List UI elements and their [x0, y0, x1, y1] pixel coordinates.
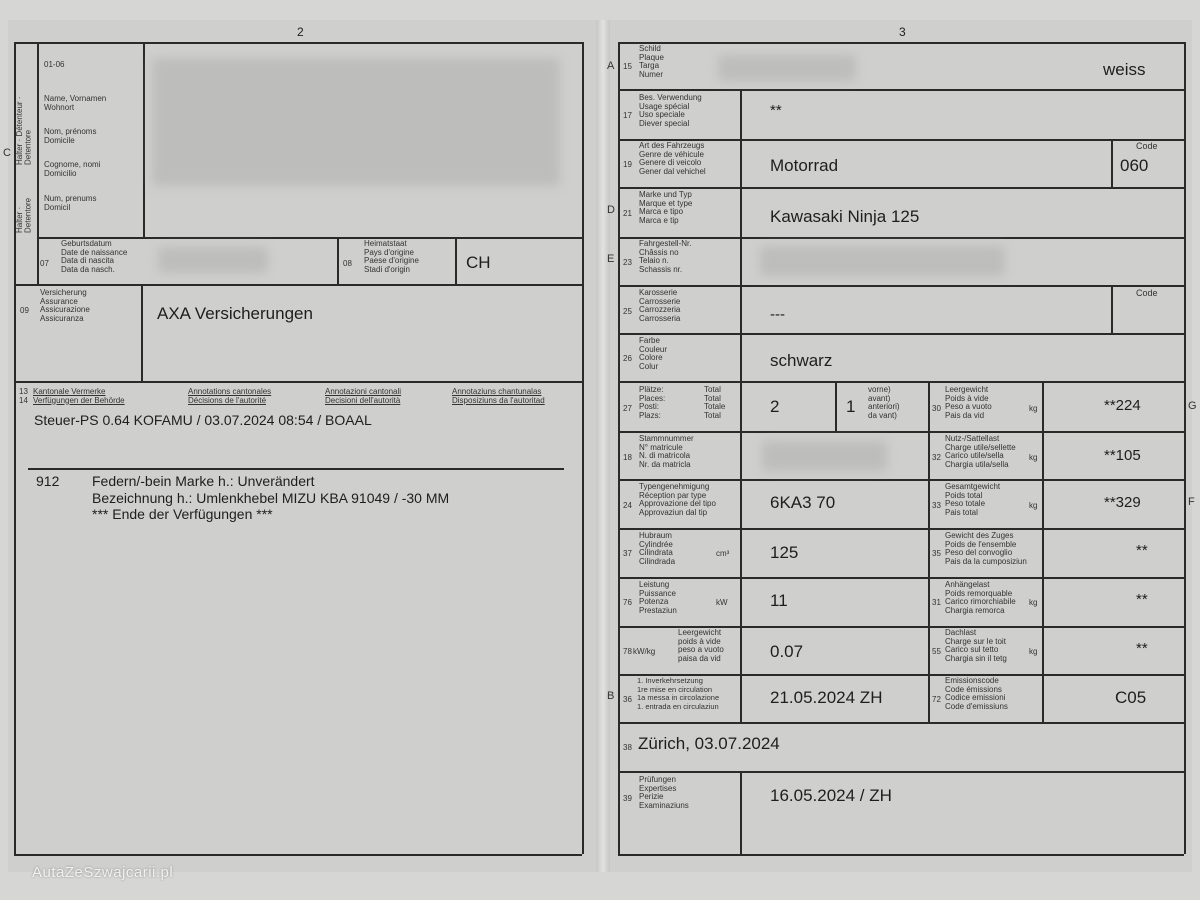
annotations-header-fr: Annotations cantonales Décisions de l'autorité: [188, 387, 272, 405]
payload-num: 32: [932, 453, 941, 462]
first-reg-value: 21.05.2024 ZH: [770, 688, 883, 707]
matriculation-num: 18: [623, 453, 632, 462]
special-use-num: 17: [623, 111, 632, 120]
side-letter-d: D: [607, 204, 615, 216]
vehicle-type-label: Art des Fahrzeugs Genre de véhicule Genere di veicolo Gener dal vehichel: [639, 141, 706, 176]
holder-label-rm: Num, prenums Domicil: [44, 194, 97, 212]
origin-num: 08: [343, 259, 352, 268]
first-reg-num: 36: [623, 695, 632, 704]
birth-num: 07: [40, 259, 49, 268]
payload-unit: kg: [1029, 453, 1038, 462]
payload-label: Nutz-/Sattellast Charge utile/sellette Carico utile/sella Chargia utila/sella: [945, 434, 1016, 469]
origin-value: CH: [466, 253, 491, 272]
trailer-num: 31: [932, 598, 941, 607]
vehicle-type-num: 19: [623, 160, 632, 169]
decision-code: 912: [36, 473, 60, 489]
side-letter-e: E: [607, 253, 615, 265]
train-weight-label: Gewicht des Zuges Poids de l'ensemble Peso del convoglio Pais da la cumposiziun: [945, 531, 1027, 566]
redacted-holder-name: [152, 58, 560, 186]
type-approval-label: Typengenehmigung Réception par type Approvazione del tipo Approvaziun dal tip: [639, 482, 716, 517]
power-unit: kW: [716, 598, 728, 607]
insurance-label: Versicherung Assurance Assicurazione Assicuranza: [40, 288, 90, 323]
first-reg-label: 1. Inverkehrsetzung 1re mise en circulation 1a messa in circolazione 1. entrada en circulaziun: [637, 676, 720, 711]
color-num: 26: [623, 354, 632, 363]
kw-kg-num: 78: [623, 647, 632, 656]
seats-total-label: Total Total Totale Total: [704, 385, 726, 420]
make-value: Kawasaki Ninja 125: [770, 207, 920, 226]
place-date-value: Zürich, 03.07.2024: [638, 734, 780, 753]
redacted-plate-number: [718, 55, 856, 81]
seats-num: 27: [623, 404, 632, 413]
color-value: schwarz: [770, 351, 833, 370]
trailer-label: Anhängelast Poids remorquable Carico rimorchiabile Chargia remorca: [945, 580, 1016, 615]
power-label: Leistung Puissance Potenza Prestaziun: [639, 580, 677, 615]
page-number-right: 3: [899, 25, 906, 39]
power-value: 11: [770, 591, 788, 610]
make-num: 21: [623, 209, 632, 218]
holder-label-it: Cognome, nomi Domicilio: [44, 160, 101, 178]
train-weight-value: **: [1136, 542, 1148, 559]
trailer-value: **: [1136, 591, 1148, 608]
page-number-left: 2: [297, 25, 304, 39]
special-use-value: **: [770, 102, 782, 119]
redacted-matriculation: [762, 441, 887, 471]
displacement-unit: cm³: [716, 549, 730, 558]
special-use-label: Bes. Verwendung Usage spécial Uso speciale Diever special: [639, 93, 702, 128]
chassis-label: Fahrgestell-Nr. Châssis no Telaio n. Schassis nr.: [639, 239, 692, 274]
empty-weight-label: Leergewicht Poids à vide Peso a vuoto Pais da vid: [945, 385, 992, 420]
origin-label: Heimatstaat Pays d'origine Paese d'origine Stadi d'origin: [364, 239, 419, 274]
redacted-chassis-number: [760, 246, 1005, 276]
decision-line-1: Federn/-bein Marke h.: Unverändert: [92, 473, 315, 489]
type-approval-value: 6KA3 70: [770, 493, 836, 512]
body-code-label: Code: [1136, 288, 1158, 298]
plate-color: weiss: [1103, 60, 1146, 79]
body-num: 25: [623, 307, 632, 316]
color-label: Farbe Couleur Colore Colur: [639, 336, 668, 371]
empty-weight-num: 30: [932, 404, 941, 413]
annotations-header-rm: Annotaziuns chantunalas Disposiziuns da l'autoritad: [452, 387, 545, 405]
holder-label-de: Name, Vornamen Wohnort: [44, 94, 107, 112]
side-letter-f: F: [1188, 496, 1195, 508]
train-weight-num: 35: [932, 549, 941, 558]
decision-line-2: Bezeichnung h.: Umlenkhebel MIZU KBA 91049 / -30 MM: [92, 490, 450, 506]
gross-weight-value: **329: [1104, 494, 1141, 511]
kw-kg-sub-label: Leergewicht poids à vide peso a vuoto paisa da vid: [678, 628, 724, 663]
inspection-num: 39: [623, 794, 632, 803]
annotations-num-14: 14: [19, 396, 28, 405]
vehicle-type-code-label: Code: [1136, 141, 1158, 151]
body-value: ---: [770, 306, 785, 323]
emission-value: C05: [1115, 688, 1147, 707]
holder-label-fr: Nom, prénoms Domicile: [44, 127, 97, 145]
make-label: Marke und Typ Marque et type Marca e tipo Marca e tip: [639, 190, 693, 225]
power-num: 76: [623, 598, 632, 607]
annotations-header-it: Annotazioni cantonali Decisioni dell'autorità: [325, 387, 402, 405]
annotations-line: Steuer-PS 0.64 KOFAMU / 03.07.2024 08:54 / BOAAL: [34, 412, 372, 428]
trailer-unit: kg: [1029, 598, 1038, 607]
side-letter-b: B: [607, 690, 615, 702]
annotations-num-13: 13: [19, 387, 28, 396]
roof-load-num: 55: [932, 647, 941, 656]
holder-vertical-label-2: Halter · Detentore: [15, 197, 33, 233]
payload-value: **105: [1104, 447, 1141, 464]
side-letter-g: G: [1188, 400, 1197, 412]
empty-weight-unit: kg: [1029, 404, 1038, 413]
inspection-label: Prüfungen Expertises Perizie Examinaziuns: [639, 775, 689, 810]
seats-front: 1: [846, 397, 856, 416]
side-letter-c: C: [3, 147, 11, 159]
emission-label: Emissionscode Code émissions Codice emissioni Code d'emissiuns: [945, 676, 1008, 711]
plate-label: Schild Plaque Targa Numer: [639, 44, 664, 79]
center-fold: [596, 20, 610, 872]
type-approval-num: 24: [623, 501, 632, 510]
holder-vertical-label: Halter · Détenteur · Detentore: [15, 96, 33, 165]
seats-front-label: vorne) avant) anteriori) da vant): [868, 385, 900, 420]
inspection-value: 16.05.2024 / ZH: [770, 786, 892, 805]
body-label: Karosserie Carrosserie Carrozzeria Carrosseria: [639, 288, 681, 323]
annotations-header-de: Kantonale Vermerke Verfügungen der Behörde: [33, 387, 125, 405]
vehicle-type-code: 060: [1120, 156, 1149, 175]
side-letter-a: A: [607, 60, 615, 72]
holder-code: 01-06: [44, 60, 65, 69]
roof-load-unit: kg: [1029, 647, 1038, 656]
seats-total: 2: [770, 397, 780, 416]
watermark-text: AutaZeSzwajcarii.pl: [32, 864, 174, 881]
roof-load-label: Dachlast Charge sur le toit Carico sul tetto Chargia sin il tetg: [945, 628, 1007, 663]
place-date-num: 38: [623, 743, 632, 752]
displacement-num: 37: [623, 549, 632, 558]
roof-load-value: **: [1136, 640, 1148, 657]
kw-kg-label: kW/kg: [633, 647, 656, 656]
gross-weight-unit: kg: [1029, 501, 1038, 510]
plate-num: 15: [623, 62, 632, 71]
seats-label: Plätze: Places: Posti: Plazs:: [639, 385, 666, 420]
empty-weight-value: **224: [1104, 397, 1141, 414]
vehicle-type-value: Motorrad: [770, 156, 839, 175]
decision-line-3: *** Ende der Verfügungen ***: [92, 506, 273, 522]
insurance-num: 09: [20, 306, 29, 315]
gross-weight-num: 33: [932, 501, 941, 510]
matriculation-label: Stammnummer N° matricule N. di matricola Nr. da matricla: [639, 434, 694, 469]
gross-weight-label: Gesamtgewicht Poids total Peso totale Pais total: [945, 482, 1001, 517]
displacement-value: 125: [770, 543, 799, 562]
insurance-value: AXA Versicherungen: [157, 304, 313, 323]
emission-num: 72: [932, 695, 941, 704]
redacted-birth-date: [158, 247, 268, 273]
kw-kg-value: 0.07: [770, 642, 804, 661]
chassis-num: 23: [623, 258, 632, 267]
birth-label: Geburtsdatum Date de naissance Data di nascita Data da nasch.: [61, 239, 128, 274]
displacement-label: Hubraum Cylindrée Cilindrata Cilindrada: [639, 531, 676, 566]
